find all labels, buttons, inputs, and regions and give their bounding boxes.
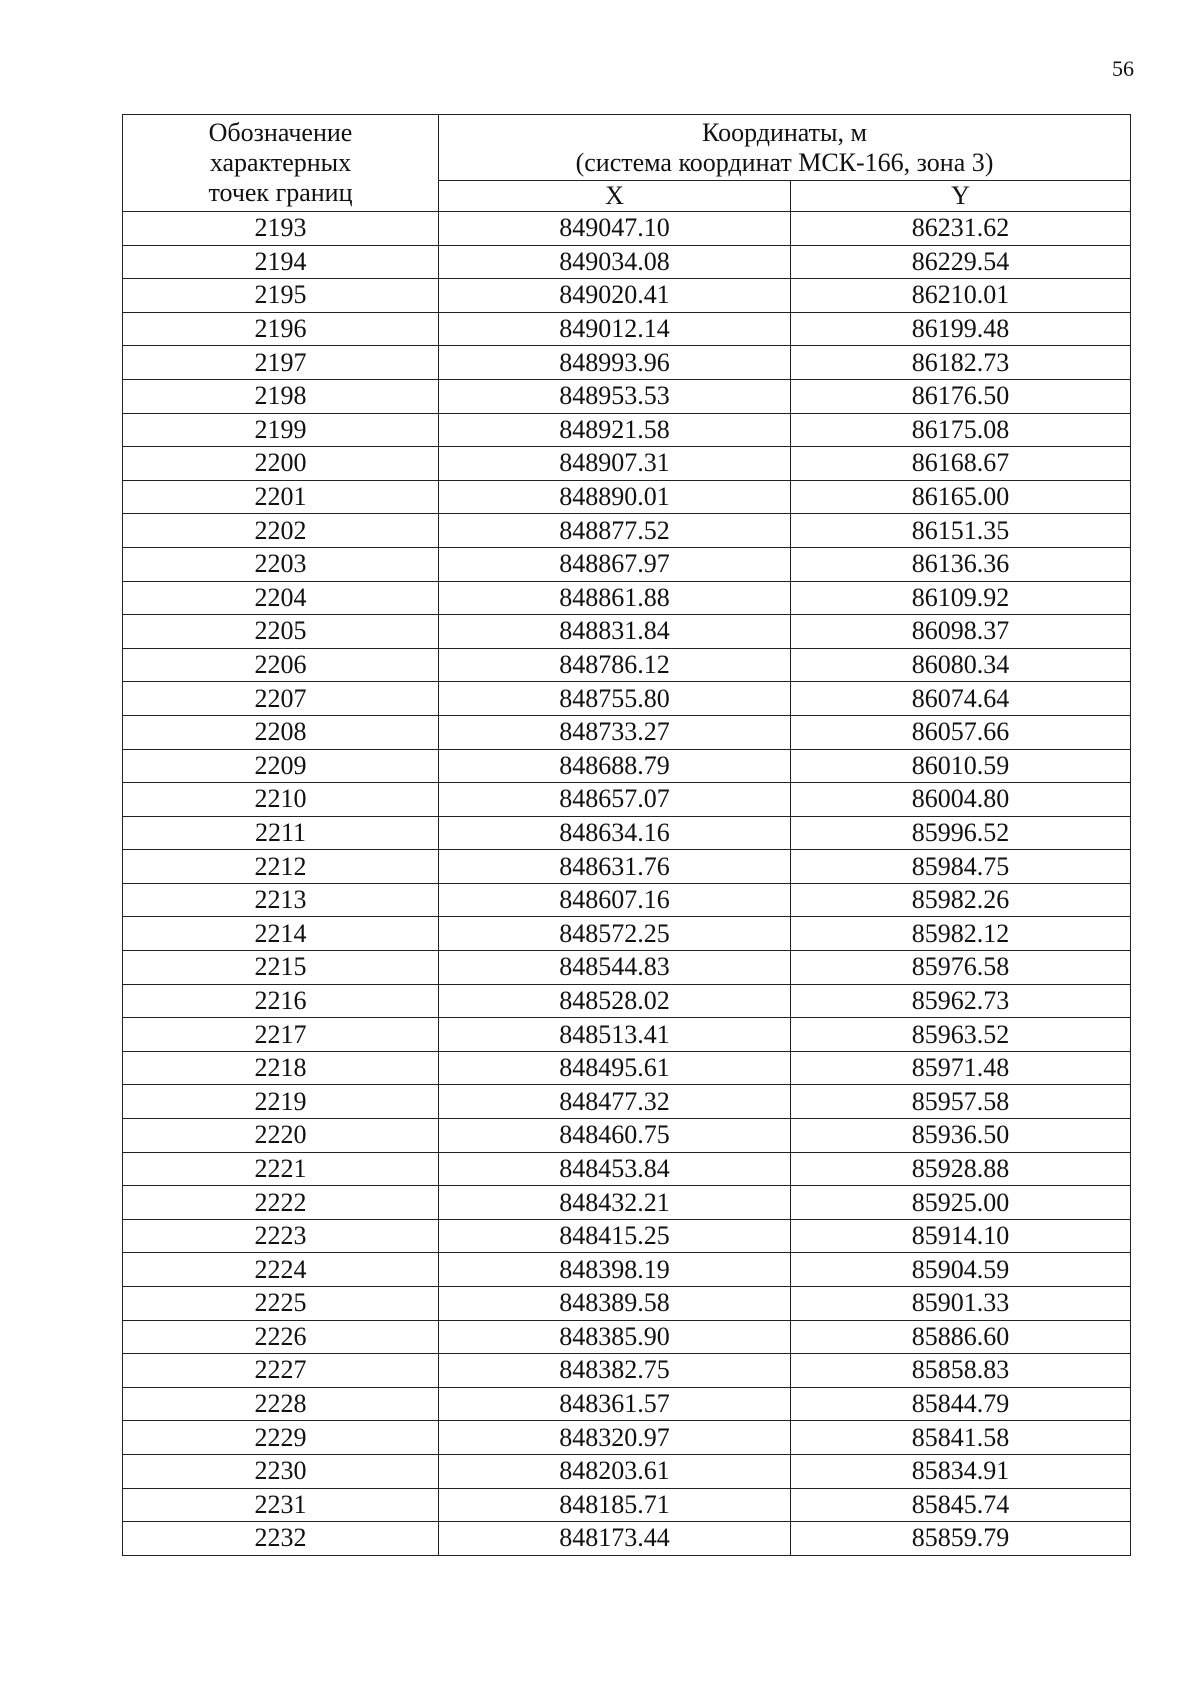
y-coordinate-cell: 86210.01 [791, 279, 1131, 313]
table-row [123, 514, 1131, 548]
y-coordinate-cell: 86080.34 [791, 648, 1131, 682]
table-row [123, 783, 1131, 817]
point-id-cell: 2219 [123, 1085, 439, 1119]
point-id-cell: 2215 [123, 951, 439, 985]
y-coordinate-cell: 86109.92 [791, 581, 1131, 615]
y-coordinate-cell: 85957.58 [791, 1085, 1131, 1119]
y-coordinate-cell: 86151.35 [791, 514, 1131, 548]
y-coordinate-cell: 85834.91 [791, 1454, 1131, 1488]
y-coordinate-cell: 86229.54 [791, 245, 1131, 279]
x-coordinate-cell: 849034.08 [439, 245, 791, 279]
table-row [123, 1085, 1131, 1119]
table-row [123, 279, 1131, 313]
x-coordinate-cell: 848320.97 [439, 1421, 791, 1455]
table-row [123, 850, 1131, 884]
y-coordinate-cell: 85859.79 [791, 1522, 1131, 1556]
coordinates-header-title: Координаты, м [702, 117, 867, 147]
x-coordinate-cell: 848890.01 [439, 480, 791, 514]
y-coordinate-cell: 85963.52 [791, 1018, 1131, 1052]
y-coordinate-cell: 86165.00 [791, 480, 1131, 514]
point-id-cell: 2204 [123, 581, 439, 615]
y-coordinate-cell: 85914.10 [791, 1219, 1131, 1253]
table-row [123, 1018, 1131, 1052]
y-coordinate-cell: 85971.48 [791, 1051, 1131, 1085]
table-row [123, 816, 1131, 850]
x-coordinate-cell: 848398.19 [439, 1253, 791, 1287]
y-coordinate-cell: 85962.73 [791, 984, 1131, 1018]
x-coordinate-cell: 849047.10 [439, 212, 791, 246]
y-coordinate-cell: 85936.50 [791, 1119, 1131, 1153]
table-row [123, 1287, 1131, 1321]
table-row [123, 1522, 1131, 1556]
y-coordinate-cell: 85841.58 [791, 1421, 1131, 1455]
y-coordinate-cell: 85925.00 [791, 1186, 1131, 1220]
table-row [123, 212, 1131, 246]
x-coordinate-cell: 848607.16 [439, 883, 791, 917]
y-coordinate-cell: 86004.80 [791, 783, 1131, 817]
point-id-cell: 2193 [123, 212, 439, 246]
x-coordinate-cell: 848786.12 [439, 648, 791, 682]
x-coordinate-cell: 848203.61 [439, 1454, 791, 1488]
point-id-cell: 2212 [123, 850, 439, 884]
x-coordinate-cell: 848877.52 [439, 514, 791, 548]
x-coordinate-cell: 848495.61 [439, 1051, 791, 1085]
table-row [123, 984, 1131, 1018]
x-coordinate-cell: 848382.75 [439, 1354, 791, 1388]
point-id-cell: 2199 [123, 413, 439, 447]
x-coordinate-cell: 848460.75 [439, 1119, 791, 1153]
y-coordinate-cell: 86136.36 [791, 547, 1131, 581]
x-coordinate-cell: 848361.57 [439, 1387, 791, 1421]
point-id-cell: 2194 [123, 245, 439, 279]
x-coordinate-cell: 848634.16 [439, 816, 791, 850]
y-column-header: Y [791, 181, 1131, 212]
point-id-cell: 2230 [123, 1454, 439, 1488]
point-designation-header [123, 115, 439, 212]
table-row [123, 379, 1131, 413]
point-id-cell: 2209 [123, 749, 439, 783]
table-row [123, 1421, 1131, 1455]
point-id-cell: 2208 [123, 715, 439, 749]
point-id-cell: 2206 [123, 648, 439, 682]
x-coordinate-cell: 848953.53 [439, 379, 791, 413]
y-coordinate-cell: 85928.88 [791, 1152, 1131, 1186]
table-row [123, 883, 1131, 917]
point-id-cell: 2210 [123, 783, 439, 817]
table-row [123, 951, 1131, 985]
table-row [123, 1454, 1131, 1488]
y-coordinate-cell: 85845.74 [791, 1488, 1131, 1522]
y-coordinate-cell: 86182.73 [791, 346, 1131, 380]
point-id-cell: 2196 [123, 312, 439, 346]
y-coordinate-cell: 85982.12 [791, 917, 1131, 951]
point-id-cell: 2229 [123, 1421, 439, 1455]
table-header [123, 115, 1131, 212]
point-id-cell: 2222 [123, 1186, 439, 1220]
point-id-cell: 2226 [123, 1320, 439, 1354]
y-coordinate-cell: 85984.75 [791, 850, 1131, 884]
x-coordinate-cell: 848993.96 [439, 346, 791, 380]
coordinates-header-system: (система координат МСК-166, зона 3) [575, 147, 994, 177]
table-row [123, 648, 1131, 682]
y-coordinate-cell: 86175.08 [791, 413, 1131, 447]
point-designation-header-line: точек границ [208, 178, 353, 207]
point-id-cell: 2200 [123, 447, 439, 481]
y-coordinate-cell: 85858.83 [791, 1354, 1131, 1388]
table-row [123, 1354, 1131, 1388]
table-row [123, 547, 1131, 581]
page-number: 56 [1112, 56, 1134, 81]
point-designation-header-line: Обозначение [208, 118, 353, 147]
point-id-cell: 2201 [123, 480, 439, 514]
x-column-header: X [439, 181, 791, 212]
table-row [123, 682, 1131, 716]
table-row [123, 1119, 1131, 1153]
point-id-cell: 2221 [123, 1152, 439, 1186]
table-row [123, 413, 1131, 447]
y-coordinate-cell: 85996.52 [791, 816, 1131, 850]
y-coordinate-cell: 85982.26 [791, 883, 1131, 917]
x-coordinate-cell: 848513.41 [439, 1018, 791, 1052]
x-coordinate-cell: 848389.58 [439, 1287, 791, 1321]
table-row [123, 480, 1131, 514]
x-coordinate-cell: 848385.90 [439, 1320, 791, 1354]
point-id-cell: 2216 [123, 984, 439, 1018]
table-row [123, 1051, 1131, 1085]
x-coordinate-cell: 848185.71 [439, 1488, 791, 1522]
x-coordinate-cell: 848415.25 [439, 1219, 791, 1253]
point-id-cell: 2203 [123, 547, 439, 581]
point-id-cell: 2224 [123, 1253, 439, 1287]
point-id-cell: 2211 [123, 816, 439, 850]
y-coordinate-cell: 86176.50 [791, 379, 1131, 413]
table-row [123, 917, 1131, 951]
point-id-cell: 2214 [123, 917, 439, 951]
x-coordinate-cell: 848831.84 [439, 615, 791, 649]
x-coordinate-cell: 848453.84 [439, 1152, 791, 1186]
point-id-cell: 2223 [123, 1219, 439, 1253]
table-row [123, 1320, 1131, 1354]
point-id-cell: 2195 [123, 279, 439, 313]
x-coordinate-cell: 848544.83 [439, 951, 791, 985]
x-coordinate-cell: 848631.76 [439, 850, 791, 884]
x-coordinate-cell: 848733.27 [439, 715, 791, 749]
table-row [123, 1387, 1131, 1421]
table-row [123, 346, 1131, 380]
x-coordinate-cell: 848688.79 [439, 749, 791, 783]
y-coordinate-cell: 85904.59 [791, 1253, 1131, 1287]
table-row [123, 312, 1131, 346]
point-id-cell: 2217 [123, 1018, 439, 1052]
x-coordinate-cell: 848921.58 [439, 413, 791, 447]
coordinates-table [122, 114, 1131, 1556]
point-id-cell: 2198 [123, 379, 439, 413]
y-coordinate-cell: 86199.48 [791, 312, 1131, 346]
x-coordinate-cell: 848861.88 [439, 581, 791, 615]
table-row [123, 1488, 1131, 1522]
table-row [123, 749, 1131, 783]
table-row [123, 1152, 1131, 1186]
point-id-cell: 2232 [123, 1522, 439, 1556]
y-coordinate-cell: 86074.64 [791, 682, 1131, 716]
y-coordinate-cell: 85886.60 [791, 1320, 1131, 1354]
point-id-cell: 2205 [123, 615, 439, 649]
table-body [123, 212, 1131, 1556]
table-row [123, 615, 1131, 649]
point-id-cell: 2202 [123, 514, 439, 548]
point-id-cell: 2220 [123, 1119, 439, 1153]
point-id-cell: 2227 [123, 1354, 439, 1388]
y-coordinate-cell: 86057.66 [791, 715, 1131, 749]
table-row [123, 1219, 1131, 1253]
x-coordinate-cell: 848173.44 [439, 1522, 791, 1556]
table-row [123, 1253, 1131, 1287]
coordinates-header [439, 115, 1131, 181]
table-row [123, 715, 1131, 749]
x-coordinate-cell: 849020.41 [439, 279, 791, 313]
x-coordinate-cell: 848432.21 [439, 1186, 791, 1220]
x-coordinate-cell: 848572.25 [439, 917, 791, 951]
x-coordinate-cell: 848755.80 [439, 682, 791, 716]
table-row [123, 245, 1131, 279]
y-coordinate-cell: 86231.62 [791, 212, 1131, 246]
table-row [123, 581, 1131, 615]
point-id-cell: 2197 [123, 346, 439, 380]
x-coordinate-cell: 849012.14 [439, 312, 791, 346]
y-coordinate-cell: 85844.79 [791, 1387, 1131, 1421]
point-id-cell: 2218 [123, 1051, 439, 1085]
table-row [123, 1186, 1131, 1220]
x-coordinate-cell: 848657.07 [439, 783, 791, 817]
x-coordinate-cell: 848528.02 [439, 984, 791, 1018]
x-coordinate-cell: 848867.97 [439, 547, 791, 581]
x-coordinate-cell: 848477.32 [439, 1085, 791, 1119]
x-coordinate-cell: 848907.31 [439, 447, 791, 481]
table-row [123, 447, 1131, 481]
y-coordinate-cell: 86168.67 [791, 447, 1131, 481]
point-id-cell: 2207 [123, 682, 439, 716]
point-designation-header-line: характерных [209, 148, 352, 177]
point-id-cell: 2225 [123, 1287, 439, 1321]
y-coordinate-cell: 85901.33 [791, 1287, 1131, 1321]
point-id-cell: 2228 [123, 1387, 439, 1421]
y-coordinate-cell: 85976.58 [791, 951, 1131, 985]
y-coordinate-cell: 86010.59 [791, 749, 1131, 783]
point-id-cell: 2231 [123, 1488, 439, 1522]
point-id-cell: 2213 [123, 883, 439, 917]
y-coordinate-cell: 86098.37 [791, 615, 1131, 649]
